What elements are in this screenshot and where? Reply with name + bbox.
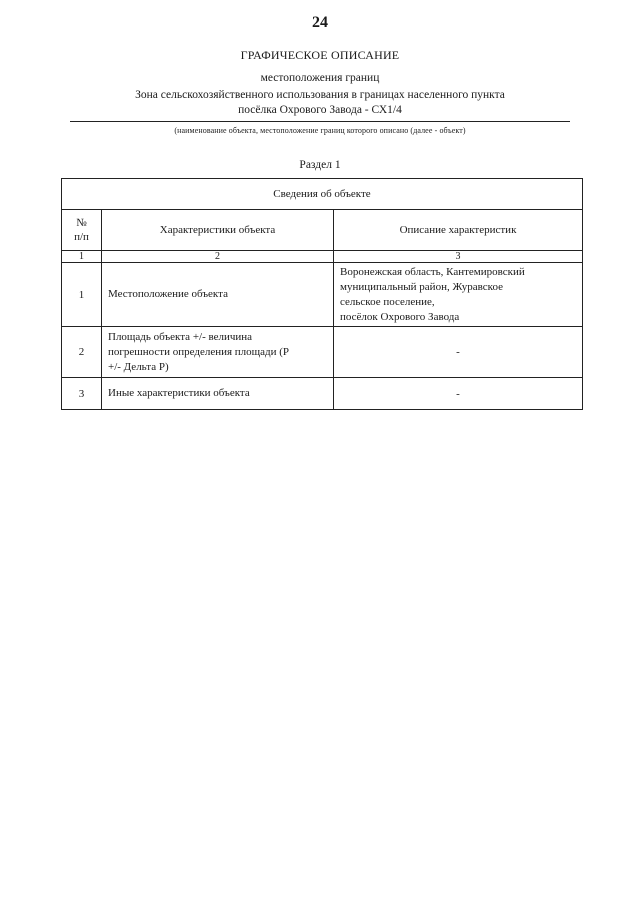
table-row [62,378,583,410]
column-header-row [62,210,583,251]
underline-rule [70,121,570,122]
object-info-table [61,178,583,410]
column-number: 3 [334,251,583,263]
characteristic-line: +/- Дельта Р) [108,360,169,373]
row-characteristic [102,378,334,410]
description-line: посёлок Охрового Завода [340,310,460,323]
document-title: ГРАФИЧЕСКОЕ ОПИСАНИЕ [240,48,400,62]
column-numbers-row [62,251,583,263]
row-description: - [334,327,583,378]
section-title: Раздел 1 [299,159,341,171]
object-name-caption: (наименование объекта, местоположение границ которого описано (далее - объект) [174,126,466,135]
column-number: 2 [102,251,334,263]
description-line: Воронежская область, Кантемировский [340,265,525,278]
row-description [334,263,583,327]
subtitle-line: посёлка Охрового Завода - СХ1/4 [238,104,402,116]
row-characteristic [102,327,334,378]
subtitle-line: Зона сельскохозяйственного использования в границах населенного пункта [135,89,505,101]
column-header-description: Описание характеристик [334,210,583,251]
table-header-row [62,179,583,210]
description-line: сельское поселение, [340,295,435,308]
row-number: 2 [62,327,102,378]
column-header-characteristic: Характеристики объекта [102,210,334,251]
table-row [62,263,583,327]
row-characteristic [102,263,334,327]
characteristic-line: Местоположение объекта [108,288,228,300]
column-header-num [62,210,102,251]
characteristic-line: Площадь объекта +/- величина [108,330,253,343]
row-number: 1 [62,263,102,327]
page-number: 24 [312,14,328,31]
subtitle-line: местоположения границ [260,72,380,84]
column-header-num-line: п/п [74,231,89,243]
row-number: 3 [62,378,102,410]
table-row [62,327,583,378]
description-line: муниципальный район, Журавское [340,280,503,293]
characteristic-line: Иные характеристики объекта [108,387,250,399]
column-header-num-line: № [76,217,87,229]
column-number: 1 [62,251,102,263]
characteristic-line: погрешности определения площади (Р [108,345,290,358]
row-description: - [334,378,583,410]
table-header: Сведения об объекте [62,179,583,210]
